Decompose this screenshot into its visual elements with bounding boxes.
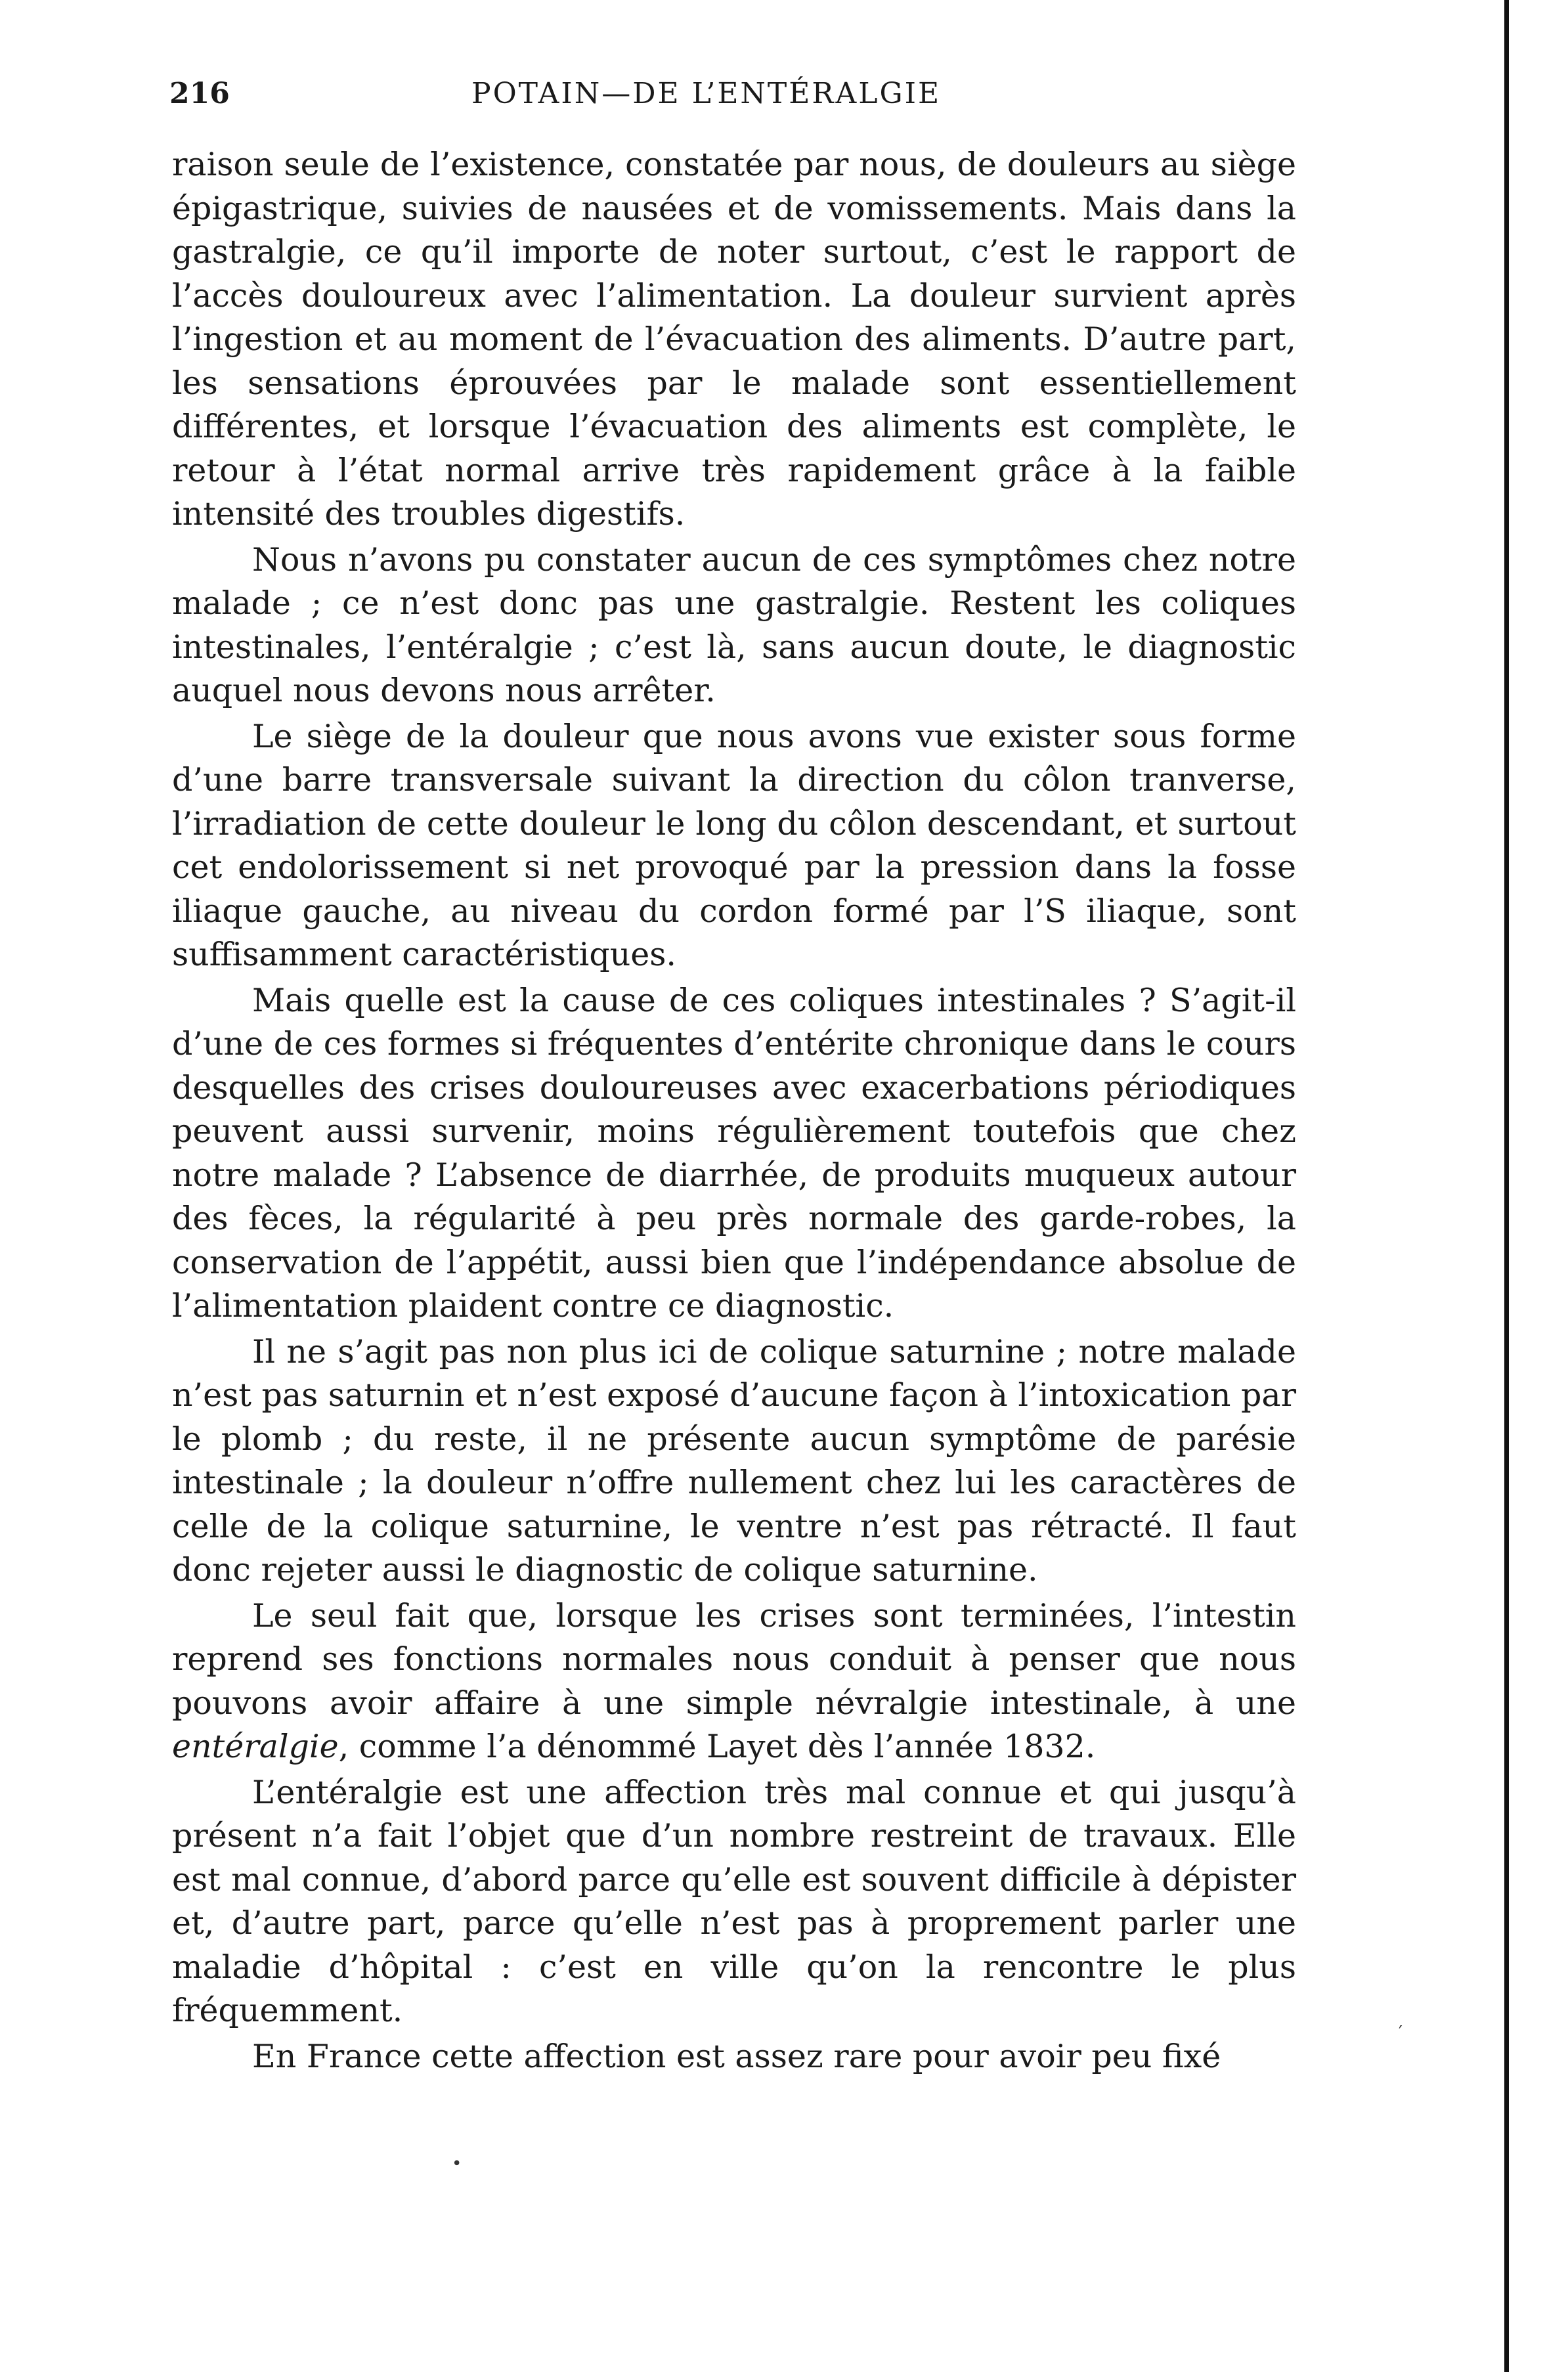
paragraph-6 xyxy=(172,1594,1296,1769)
paragraph-3: Le siège de la douleur que nous avons vue exister sous forme d’une barre transversale suivant la direction du côlon tranverse, l’irradiation de cette douleur le long du côlon descendant, et surtout cet endolorissement si net provoqué par la pression dans la fosse iliaque gauche, au niveau du cordon formé par l’S iliaque, sont suffisamment caractéristiques. xyxy=(172,717,1296,973)
paragraph-5: Il ne s’agit pas non plus ici de colique saturnine ; notre malade n’est pas saturnin et n’est exposé d’aucune façon à l’intoxication par le plomb ; du reste, il ne présente aucun symptôme de parésie intestinale ; la douleur n’offre nullement chez lui les caractères de celle de la colique saturnine, le ventre n’est pas rétracté. Il faut donc rejeter aussi le diagnostic de colique saturnine. xyxy=(172,1332,1296,1589)
page-edge-line xyxy=(1504,0,1509,2372)
paragraph-4: Mais quelle est la cause de ces coliques intestinales ? S’agit-il d’une de ces formes si fréquentes d’entérite chronique dans le cours desquelles des crises douloureuses avec exacerbations périodiques peuvent aussi survenir, moins régulièrement toutefois que chez notre malade ? L’absence de diarrhée, de produits muqueux autour des fèces, la régularité à peu près normale des garde-robes, la conservation de l’appétit, aussi bien que l’indépendance absolue de l’alimentation plaident contre ce diagnostic. xyxy=(172,981,1296,1325)
paragraph-6-start: Le seul fait que, lorsque les crises sont terminées, l’intestin reprend ses fonctions normales nous conduit à penser que nous pouvons avoir affaire à une simple névralgie intestinale, à une xyxy=(172,1596,1296,1722)
paragraph-2: Nous n’avons pu constater aucun de ces symptômes chez notre malade ; ce n’est donc pas une gastralgie. Restent les coliques intestinales, l’entéralgie ; c’est là, sans aucun doute, le diagnostic auquel nous devons nous arrêter. xyxy=(172,540,1296,709)
page-header xyxy=(169,71,1299,117)
paragraph-7: L’entéralgie est une affection très mal connue et qui jusqu’à présent n’a fait l’objet que d’un nombre restreint de travaux. Elle est mal connue, d’abord parce qu’elle est souvent difficile à dépister et, d’autre part, parce qu’elle n’est pas à proprement parler une maladie d’hôpital : c’est en ville qu’on la rencontre le plus fréquemment. xyxy=(172,1773,1296,2029)
paragraph-6-italic-term: entéralgie xyxy=(172,1728,339,1765)
margin-tick-mark: ′ xyxy=(1399,2023,1403,2042)
paragraph-6-end: , comme l’a dénommé Layet dès l’année 1832. xyxy=(338,1728,1096,1765)
paragraph-8: En France cette affection est assez rare pour avoir peu fixé xyxy=(252,2037,1221,2075)
ink-speck-mark: • xyxy=(452,2154,462,2174)
paragraph-1: raison seule de l’existence, constatée par nous, de douleurs au siège épigastrique, suivies de nausées et de vomissements. Mais dans la gastralgie, ce qu’il importe de noter surtout, c’est le rapport de l’accès douloureux avec l’alimentation. La douleur survient après l’ingestion et au moment de l’évacuation des aliments. D’autre part, les sensations éprouvées par le malade sont essentiellement différentes, et lorsque l’évacuation des aliments est complète, le retour à l’état normal arrive très rapidement grâce à la faible intensité des troubles digestifs. xyxy=(172,146,1296,533)
page-number: 216 xyxy=(169,77,230,110)
running-title: POTAIN—DE L’ENTÉRALGIE xyxy=(471,77,942,110)
body-text xyxy=(172,143,1296,2080)
